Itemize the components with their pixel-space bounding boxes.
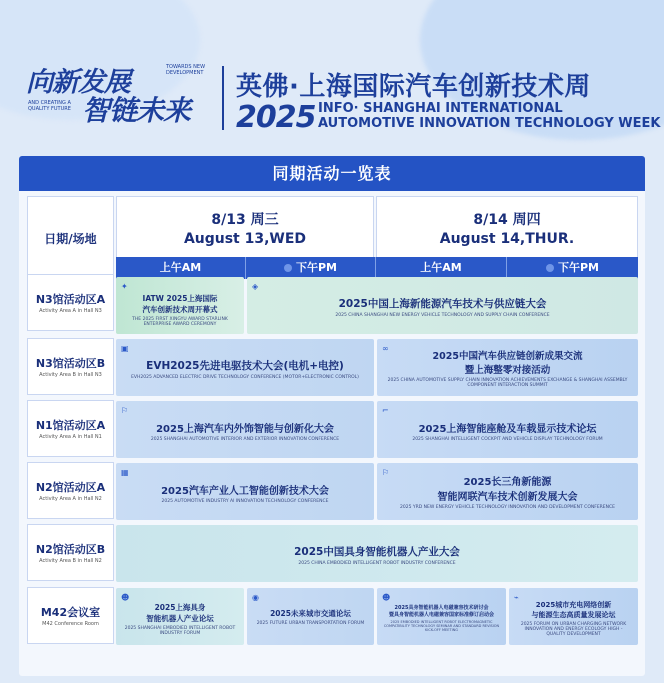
- segment-pm-day2: [507, 257, 638, 279]
- event-title-line1: IATW 2025上海国际: [142, 294, 218, 303]
- event-title-en: EVH2025 ADVANCED ELECTRIC DRIVE TECHNOLOGY CONFERENCE (MOTOR+ELECTRONIC CONTROL): [131, 375, 359, 380]
- event-title-line2: 智能机器人产业论坛: [146, 614, 214, 623]
- event-title-cn: 英佛·上海国际汽车创新技术周: [236, 72, 591, 102]
- event-title: 2025上海汽车内外饰智能与创新化大会: [156, 424, 334, 435]
- slogan-en-right: TOWARDS NEW DEVELOPMENT: [166, 64, 206, 76]
- venue-n3-b: [27, 338, 114, 395]
- event-title-en: 2025 AUTOMOTIVE INDUSTRY AI INNOVATION TECHNOLOGY CONFERENCE: [161, 499, 329, 504]
- event-title-en: 2025 FUTURE URBAN TRANSPORTATION FORUM: [256, 621, 365, 626]
- circle-marker-icon: [284, 264, 292, 272]
- robot-icon: ☻: [121, 593, 130, 602]
- event-yrd-nev: [377, 463, 638, 520]
- venue-name: N3馆活动区A: [35, 293, 106, 306]
- slogan-line1: 向新发展: [26, 67, 130, 98]
- segment-label: 下午PM: [557, 261, 599, 274]
- venue-name: N2馆活动区A: [35, 481, 106, 494]
- venue-name-en: Activity Area A in Hall N2: [39, 496, 102, 502]
- event-title: 2025汽车产业人工智能创新技术大会: [161, 486, 329, 497]
- slogan-logo: [26, 60, 221, 135]
- event-robot-forum: [116, 588, 244, 645]
- event-nev-supply-chain: [247, 277, 638, 334]
- schedule-title: 同期活动一览表: [19, 156, 645, 191]
- slogan-en-left: AND CREATING A QUALITY FUTURE: [28, 100, 71, 112]
- venue-n2-b: [27, 524, 114, 581]
- segment-am-day2: [376, 257, 507, 279]
- event-title-en: 2025 CHINA AUTOMOTIVE SUPPLY CHAIN INNOVATION ACHIEVEMENTS EXCHANGE & SHANGHAI ASSEMBLY COMPONENT INTERACTION SUMMIT: [387, 378, 628, 388]
- slogan-line2: 智链未来: [82, 94, 191, 127]
- date-en: August 13,WED: [183, 231, 307, 247]
- event-ai-innovation: [116, 463, 374, 520]
- event-title-line2: 与能源生态高质量发展论坛: [531, 611, 616, 619]
- event-title-line1: 2025城市充电网络创新: [535, 601, 612, 609]
- venue-n1-a: [27, 400, 114, 457]
- event-title-en: 2025 SHANGHAI EMBODIED INTELLIGENT ROBOT INDUSTRY FORUM: [124, 626, 236, 636]
- event-title-en: 2025 SHANGHAI AUTOMOTIVE INTERIOR AND EXTERIOR INNOVATION CONFERENCE: [150, 437, 340, 442]
- event-title-en: 2025 FORUM ON URBAN CHARGING NETWORK INNOVATION AND ENERGY ECOLOGY HIGH - QUALITY DEVELOPMENT: [520, 622, 627, 637]
- event-supply-chain-exchange: [377, 339, 638, 396]
- circle-marker-icon: [546, 264, 554, 272]
- event-emc-seminar: [377, 588, 506, 645]
- event-interior-exterior: [116, 401, 374, 458]
- venue-m42: [27, 587, 114, 644]
- event-embodied-robot: [116, 525, 638, 582]
- date-en: August 14,THUR.: [439, 231, 575, 247]
- event-cockpit-display: [377, 401, 638, 458]
- event-title: 2025未来城市交通论坛: [270, 609, 351, 618]
- event-title-en: 2025 EMBODIED INTELLIGENT ROBOT ELECTROMAGNETIC COMPATIBILITY TECHNOLOGY SEMINAR AND STANDARD REVISION KICK-OFF MEETING: [383, 620, 500, 632]
- ribbon-icon: ✦: [121, 282, 128, 291]
- event-title-en: [318, 101, 660, 131]
- battery-icon: ▣: [121, 344, 129, 353]
- event-title-line2: 暨具身智能机器人电磁兼容国家标准修订启动会: [388, 612, 494, 618]
- venue-name-en: Activity Area A in Hall N1: [39, 434, 102, 440]
- seat-icon: ⌐: [382, 406, 389, 415]
- event-title-en: THE 2025 FIRST XINGYU AWARD STARLINK ENTERPRISE AWARD CEREMONY: [132, 317, 228, 327]
- plug-icon: ⌁: [514, 593, 519, 602]
- segment-label: 上午AM: [420, 261, 462, 274]
- date-cn: 8/13 周三: [211, 212, 279, 228]
- segment-label: 下午PM: [295, 261, 337, 274]
- segment-am-day1: [116, 257, 246, 279]
- venue-name-en: M42 Conference Room: [42, 621, 99, 627]
- pin-icon: ◉: [252, 593, 259, 602]
- event-title: 2025中国上海新能源汽车技术与供应链大会: [338, 298, 547, 310]
- link-icon: ∞: [382, 344, 389, 353]
- event-title: 2025上海智能座舱及车载显示技术论坛: [418, 424, 597, 435]
- event-title-en-line1: INFO· SHANGHAI INTERNATIONAL: [318, 101, 563, 116]
- event-title-en: 2025 YRD NEW ENERGY VEHICLE TECHNOLOGY INNOVATION AND DEVELOPMENT CONFERENCE: [400, 505, 615, 510]
- date-cn: 8/14 周四: [473, 212, 541, 228]
- date-header-day2: [376, 196, 638, 258]
- venue-name: M42会议室: [40, 606, 101, 619]
- segment-pm-day1: [246, 257, 376, 279]
- event-title-line1: 2025中国汽车供应链创新成果交流: [432, 351, 583, 362]
- venue-name: N2馆活动区B: [35, 543, 106, 556]
- event-title-line1: 2025上海具身: [154, 603, 206, 612]
- event-title-line1: 2025具身智能机器人电磁兼容技术研讨会: [394, 605, 489, 611]
- chip-icon: ▦: [121, 468, 129, 477]
- event-title-line2: 汽车创新技术周开幕式: [142, 305, 218, 314]
- venue-name-en: Activity Area B in Hall N3: [39, 372, 102, 378]
- venue-name-en: Activity Area B in Hall N2: [39, 558, 102, 564]
- robot-icon: ☻: [382, 593, 391, 602]
- car-icon: ⚐: [382, 468, 390, 477]
- venue-name-en: Activity Area A in Hall N3: [39, 308, 102, 314]
- date-header-day1: [116, 196, 374, 258]
- event-title-line2: 智能网联汽车技术创新发展大会: [437, 492, 578, 503]
- event-evh2025: [116, 339, 374, 396]
- venue-name: N3馆活动区B: [35, 357, 106, 370]
- event-title-en: 2025 CHINA EMBODIED INTELLIGENT ROBOT INDUSTRY CONFERENCE: [298, 561, 456, 566]
- event-year: 2025: [236, 100, 316, 135]
- event-charging-forum: [509, 588, 638, 645]
- car-icon: ⚐: [121, 406, 129, 415]
- venue-name: N1馆活动区A: [35, 419, 106, 432]
- corner-label: 日期/场地: [27, 196, 114, 280]
- header: [0, 0, 664, 150]
- venue-n3-a: [27, 274, 114, 331]
- venue-n2-a: [27, 462, 114, 519]
- event-title-en: 2025 SHANGHAI INTELLIGENT COCKPIT AND VEHICLE DISPLAY TECHNOLOGY FORUM: [412, 437, 603, 442]
- event-title: EVH2025先进电驱技术大会(电机+电控): [146, 360, 344, 372]
- event-title-line1: 2025长三角新能源: [463, 477, 552, 488]
- event-title: 2025中国具身智能机器人产业大会: [294, 546, 460, 558]
- segment-label: 上午AM: [159, 261, 202, 274]
- event-urban-transport: [247, 588, 374, 645]
- event-opening-ceremony: [116, 277, 244, 334]
- event-title-line2: 暨上海整零对接活动: [464, 365, 551, 376]
- shield-icon: ◈: [252, 282, 259, 291]
- event-title-en-line2: AUTOMOTIVE INNOVATION TECHNOLOGY WEEK: [318, 116, 661, 131]
- header-divider: [222, 66, 224, 130]
- schedule-panel: [19, 156, 645, 676]
- event-title-en: 2025 CHINA SHANGHAI NEW ENERGY VEHICLE TECHNOLOGY AND SUPPLY CHAIN CONFERENCE: [335, 313, 550, 318]
